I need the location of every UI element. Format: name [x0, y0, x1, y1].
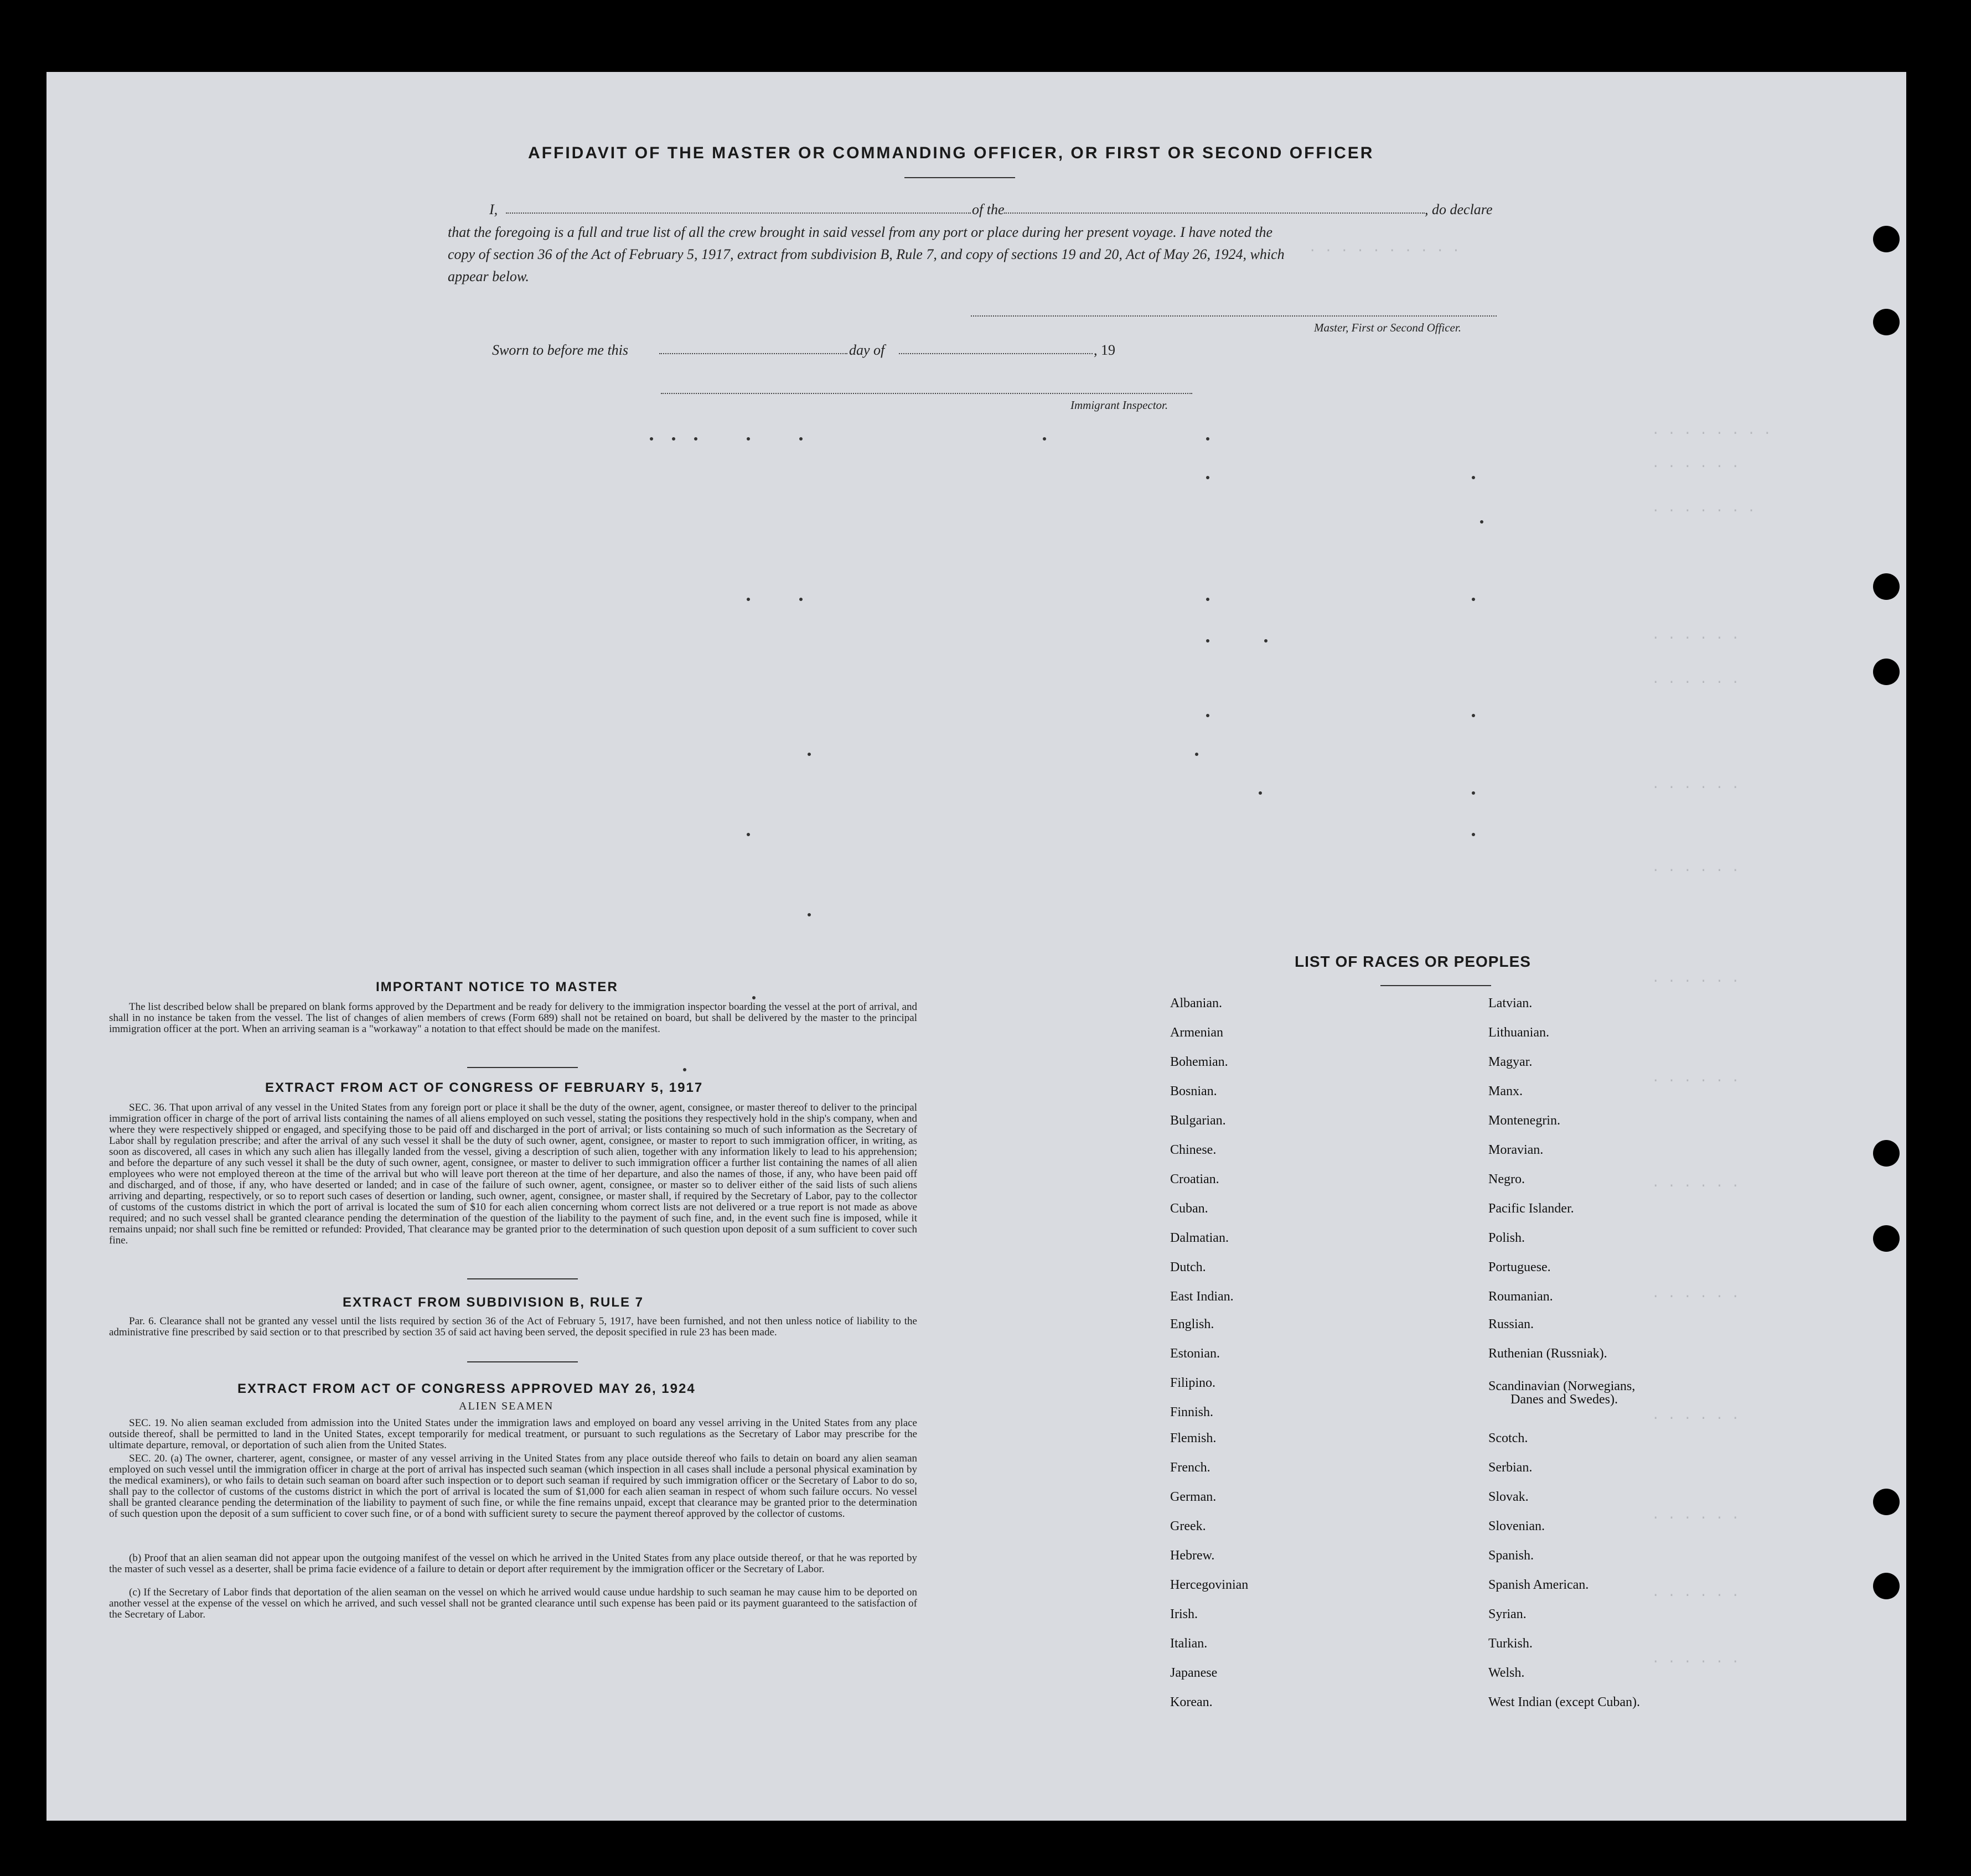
sworn-day-field[interactable]: [659, 353, 847, 354]
punch-hole: [1873, 1573, 1900, 1599]
sworn-month-field[interactable]: [899, 353, 1093, 354]
race-item: Ruthenian (Russniak).: [1488, 1346, 1607, 1361]
sworn-label: Sworn to before me this: [492, 342, 629, 358]
punch-hole: [1873, 659, 1900, 685]
race-item: Moravian.: [1488, 1143, 1544, 1157]
extract-rule7-divider: [467, 1361, 578, 1362]
race-item: Scotch.: [1488, 1431, 1528, 1445]
race-item: Turkish.: [1488, 1636, 1533, 1651]
extract-1924-subtitle: ALIEN SEAMEN: [459, 1400, 554, 1412]
race-item: Estonian.: [1170, 1346, 1220, 1361]
race-item: Bulgarian.: [1170, 1113, 1226, 1128]
race-item: Albanian.: [1170, 996, 1222, 1010]
race-item: Manx.: [1488, 1084, 1523, 1098]
punch-hole: [1873, 1489, 1900, 1515]
race-item: Italian.: [1170, 1636, 1208, 1651]
race-item: Croatian.: [1170, 1172, 1219, 1186]
race-item: Welsh.: [1488, 1666, 1525, 1680]
race-item: East Indian.: [1170, 1289, 1234, 1304]
race-item: Scandinavian (Norwegians,: [1488, 1379, 1636, 1393]
document-sheet: · · · · · · · · · · · · · · · · · · · · · · · · · · · · · · · · · · · · · · · · · · · · · · · · · · · · · · · · · · · · · · · · · · · · · · · · · · · · · · · · · · · · · · · · · · · · · · · · · · · · · · · AFFIDAVIT OF THE MASTER OR COMMANDING OFFICER, OR FIRST OR SECOND OFFICER I, of the , do declare that the foregoing is a full and true list of all the crew brought in said vessel from any port or place during her present voyage. I have noted the copy of section 36 of the Act of February 5, 1917, extract from subdivision B, Rule 7, and copy of sections 19 and 20, Act of May 26, 1924, which appear below. Master, First or Second Officer. Sworn to before me this day of , 19 Immigrant Inspector. IMPORTANT NOTICE TO MASTER The list described below shall be prepared on blank forms approved by the Department and be ready for delivery to the immigration inspector boarding the vessel at the port of arrival, and shall in no instance be taken from the vessel. The list of changes of alien members of crews (Form 689) shall not be retained on board, but shall be delivered by the master to the principal immigration officer at the port. When an arriving seaman is a "workaway" a notation to that effect should be made on the manifest. EXTRACT FROM ACT OF CONGRESS OF FEBRUARY 5, 1917 SEC. 36. That upon arrival of any vessel in the United States from any foreign port or place it shall be the duty of the owner, agent, consignee, or master thereof to deliver to the principal immigration officer in charge of the port of arrival lists containing the names of all aliens employed on such vessel, stating the positions they respectively hold in the ship's company, when and where they were respectively shipped or engaged, and specifying those to be paid off and discharged in the port of arrival; or lists containing so much of such information as the Secretary of Labor shall by regulation prescribe; and after the arrival of any such vessel it shall be the duty of such owner, agent, consignee, or master to report to such immigration officer, in writing, as soon as discovered, all cases in which any such alien has illegally landed from the vessel, giving a description of such alien, together with any information likely to lead to his apprehension; and before the departure of any such vessel it shall be the duty of such owner, agent, consignee, or master to deliver to such immigration officer a further list containing the names of all alien employees who were not employed thereon at the time of the arrival but who will leave port thereon at the time of her departure, and also the names of those, if any, who have been paid off and discharged, and of those, if any, who have deserted or landed; and in case of the failure of such owner, agent, consignee, or master so to deliver either of the said lists of such aliens arriving and departing, respectively, or so to report such cases of desertion or landing, such owner, agent, consignee, or master shall, if required by the Secretary of Labor, pay to the collector of customs of the customs district in which the port of arrival is located the sum of $10 for each alien concerning whom correct lists are not delivered or a true report is not made as above required; and no such vessel shall be granted clearance pending the determination of the question of the liability to the payment of such fine, and, in the event such fine is imposed, while it remains unpaid; nor shall such fine be remitted or refunded: Provided, That clearance may be granted prior to the determination of such question upon deposit of a sum sufficient to cover such fine. EXTRACT FROM SUBDIVISION B, RULE 7 Par. 6. Clearance shall not be granted any vessel until the lists required by section 36 of the Act of February 5, 1917, have been furnished, and not then unless notice of liability to the administrative fine prescribed by said section or to that prescribed by section 35 of said act having been served, the deposit specified in rule 23 has been made. EXTRACT FROM ACT OF CONGRESS APPROVED MAY 26, 1924 ALIEN SEAMEN SEC. 19. No alien seaman excluded from admission into the United States under the immigration laws and employed on board any vessel arriving in the United States from any place outside thereof, shall be permitted to land in the United States, except temporarily for medical treatment, or pursuant to such regulations as the Secretary of Labor may prescribe for the ultimate departure, removal, or deportation of such alien from the United States. SEC. 20. (a) The owner, charterer, agent, consignee, or master of any vessel arriving in the United States from any place outside thereof who fails to detain on board any alien seaman employed on such vessel until the immigration officer in charge at the port of arrival has inspected such seaman (which inspection in all cases shall include a personal physical examination by the medical examiners), or who fails to detain such seaman on board after such inspection or to deport such seaman if required by such immigration officer or the Secretary of Labor to do so, shall pay to the collector of customs of the customs district in which the port of arrival is located the sum of $1,000 for each alien seaman in respect of whom such failure occurs. No vessel shall be granted clearance pending the determination of the liability to payment of such fine, or while the fine remains unpaid, except that clearance may be granted prior to the determination of such question upon the deposit of a sum sufficient to cover such fine, or of a bond with sufficient surety to secure the payment thereof approved by the collector of customs. (b) Proof that an alien seaman did not appear upon the outgoing manifest of the vessel on which he arrived in the United States from any place outside thereof, or that he was reported by the master of such vessel as a deserter, shall be prima facie evidence of a failure to detain or deport after requirement by the immigration officer or the Secretary of Labor. (c) If the Secretary of Labor finds that deportation of the alien seaman on the vessel on which he arrived would cause undue hardship to such seaman he may cause him to be deported on another vessel at the expense of the vessel on which he arrived, and such vessel shall not be granted clearance until such expense has been paid or its payment guaranteed to the satisfaction of the Secretary of Labor. LIST OF RACES OR PEOPLES Albanian. Armenian Bohemian. Bosnian. Bulgarian. Chinese. Croatian. Cuban. Dalmatian. Dutch. East Indian. English. Estonian. Filipino. Finnish. Flemish. French. German. Greek. Hebrew. Hercegovinian Irish. Italian. Japanese Korean. Latvian. Lithuanian. Magyar. Manx. Montenegrin. Moravian. Negro. Pacific Islander. Polish. Portuguese. Roumanian. Russian. Ruthenian (Russniak). Scandinavian (Norwegians, Danes and Swedes). Scotch. Serbian. Slovak. Slovenian. Spanish. Spanish American. Syrian. Turkish. Welsh. West Indian (except Cuban).: [46, 72, 1906, 1821]
punch-hole: [1873, 573, 1900, 600]
races-title: LIST OF RACES OR PEOPLES: [1295, 953, 1531, 970]
race-item: Irish.: [1170, 1607, 1198, 1621]
race-item: Dutch.: [1170, 1260, 1206, 1274]
extract-1917-divider: [467, 1278, 578, 1279]
master-name-field[interactable]: [506, 213, 971, 214]
extract-1924-sec20b: (b) Proof that an alien seaman did not appear upon the outgoing manifest of the vessel on which he arrived in the United States from any place outside thereof, or that he was reported by the master of such vessel as a deserter, shall be prima facie evidence of a failure to detain or deport after requirement by the immigration officer or the Secretary of Labor.: [109, 1552, 917, 1575]
race-item: Slovak.: [1488, 1490, 1529, 1504]
race-item: Cuban.: [1170, 1201, 1208, 1216]
race-item: Korean.: [1170, 1695, 1213, 1709]
extract-1917-text: SEC. 36. That upon arrival of any vessel in the United States from any foreign port or place it shall be the duty of the owner, agent, consignee, or master thereof to deliver to the principal immigration officer in charge of the port of arrival lists containing the names of all aliens employed on such vessel, stating the positions they respectively hold in the ship's company, when and where they were respectively shipped or engaged, and specifying those to be paid off and discharged in the port of arrival; or lists containing so much of such information as the Secretary of Labor shall by regulation prescribe; and after the arrival of any such vessel it shall be the duty of such owner, agent, consignee, or master to report to such immigration officer, in writing, as soon as discovered, all cases in which any such alien has illegally landed from the vessel, giving a description of such alien, together with any information likely to lead to his apprehension; and before the departure of any such vessel it shall be the duty of such owner, agent, consignee, or master to deliver to such immigration officer a further list containing the names of all alien employees who were not employed thereon at the time of the arrival but who will leave port thereon at the time of her departure, and also the names of those, if any, who have been paid off and discharged, and of those, if any, who have deserted or landed; and in case of the failure of such owner, agent, consignee, or master so to deliver either of the said lists of such aliens arriving and departing, respectively, or so to report such cases of desertion or landing, such owner, agent, consignee, or master shall, if required by the Secretary of Labor, pay to the collector of customs of the customs district in which the port of arrival is located the sum of $10 for each alien concerning whom correct lists are not delivered or a true report is not made as above required; and no such vessel shall be granted clearance pending the determination of the question of the liability to the payment of such fine, and, in the event such fine is imposed, while it remains unpaid; nor shall such fine be remitted or refunded: Provided, That clearance may be granted prior to the determination of such question upon deposit of a sum sufficient to cover such fine.: [109, 1102, 917, 1246]
race-item: English.: [1170, 1317, 1214, 1331]
title-divider: [904, 177, 1015, 178]
race-item: German.: [1170, 1490, 1217, 1504]
race-item: French.: [1170, 1460, 1210, 1475]
race-item: West Indian (except Cuban).: [1488, 1695, 1640, 1709]
affidavit-body-line1: that the foregoing is a full and true list of all the crew brought in said vessel from any port or place during her present voyage. I have noted the: [448, 224, 1272, 240]
race-item: Pacific Islander.: [1488, 1201, 1574, 1216]
extract-rule7-text: Par. 6. Clearance shall not be granted any vessel until the lists required by section 36 of the Act of February 5, 1917, have been furnished, and not then unless notice of liability to the administrative fine prescribed by said section or to that prescribed by section 35 of said act having been served, the deposit specified in rule 23 has been made.: [109, 1315, 917, 1338]
notice-divider: [467, 1067, 578, 1068]
race-item: Latvian.: [1488, 996, 1533, 1010]
race-item: Roumanian.: [1488, 1289, 1553, 1304]
vessel-name-field[interactable]: [1004, 213, 1425, 214]
race-item: Slovenian.: [1488, 1519, 1545, 1533]
race-item: Syrian.: [1488, 1607, 1527, 1621]
race-item: Magyar.: [1488, 1055, 1533, 1069]
extract-1917-title: EXTRACT FROM ACT OF CONGRESS OF FEBRUARY 5, 1917: [265, 1080, 703, 1095]
punch-hole: [1873, 1225, 1900, 1252]
race-item: Lithuanian.: [1488, 1025, 1549, 1040]
race-item: Bohemian.: [1170, 1055, 1228, 1069]
master-signature-field[interactable]: [971, 315, 1497, 317]
race-item: Portuguese.: [1488, 1260, 1551, 1274]
race-item: Spanish American.: [1488, 1578, 1589, 1592]
race-item: Hebrew.: [1170, 1548, 1215, 1563]
affidavit-i-label: I,: [489, 201, 498, 217]
race-item: Serbian.: [1488, 1460, 1533, 1475]
race-item: Negro.: [1488, 1172, 1525, 1186]
race-item: Bosnian.: [1170, 1084, 1217, 1098]
extract-rule7-title: EXTRACT FROM SUBDIVISION B, RULE 7: [343, 1295, 644, 1310]
affidavit-body-line3: appear below.: [448, 268, 529, 284]
extract-1924-sec20a: SEC. 20. (a) The owner, charterer, agent, consignee, or master of any vessel arriving in the United States from any place outside thereof who fails to detain on board any alien seaman employed on such vessel until the immigration officer in charge at the port of arrival has inspected such seaman (which inspection in all cases shall include a personal physical examination by the medical examiners), or who fails to detain such seaman on board after such inspection or to deport such seaman if required by such immigration officer or the Secretary of Labor to do so, shall pay to the collector of customs of the customs district in which the port of arrival is located the sum of $1,000 for each alien seaman in respect of whom such failure occurs. No vessel shall be granted clearance pending the determination of the liability to payment of such fine, or while the fine remains unpaid, except that clearance may be granted prior to the determination of such question upon the deposit of a sum sufficient to cover such fine, or of a bond with sufficient surety to secure the payment thereof approved by the collector of customs.: [109, 1453, 917, 1520]
punch-hole: [1873, 226, 1900, 252]
race-item: Japanese: [1170, 1666, 1218, 1680]
races-divider: [1380, 985, 1491, 986]
signature-caption: Master, First or Second Officer.: [1314, 321, 1461, 334]
inspector-signature-field[interactable]: [661, 393, 1192, 394]
race-item: Polish.: [1488, 1231, 1525, 1245]
race-item: Flemish.: [1170, 1431, 1217, 1445]
inspector-caption: Immigrant Inspector.: [1070, 398, 1168, 412]
extract-1924-sec19: SEC. 19. No alien seaman excluded from admission into the United States under the immigration laws and employed on board any vessel arriving in the United States from any place outside thereof, shall be permitted to land in the United States, except temporarily for medical treatment, or pursuant to such regulations as the Secretary of Labor may prescribe for the ultimate departure, removal, or deportation of such alien from the United States.: [109, 1417, 917, 1451]
punch-hole: [1873, 1140, 1900, 1167]
race-item: Danes and Swedes).: [1510, 1392, 1618, 1407]
extract-1924-sec20c: (c) If the Secretary of Labor finds that deportation of the alien seaman on the vessel on which he arrived would cause undue hardship to such seaman he may cause him to be deported on another vessel at the expense of the vessel on which he arrived, and such vessel shall not be granted clearance until such expense has been paid or its payment guaranteed to the satisfaction of the Secretary of Labor.: [109, 1587, 917, 1620]
affidavit-body-line2: copy of section 36 of the Act of February 5, 1917, extract from subdivision B, Rule 7, and copy of sections 19 and 20, Act of May 26, 1924, which: [448, 246, 1285, 262]
day-of-label: day of: [849, 342, 885, 358]
race-item: Montenegrin.: [1488, 1113, 1560, 1128]
affidavit-of-the-label: of the: [972, 201, 1005, 217]
race-item: Hercegovinian: [1170, 1578, 1249, 1592]
race-item: Spanish.: [1488, 1548, 1534, 1563]
race-item: Armenian: [1170, 1025, 1223, 1040]
race-item: Russian.: [1488, 1317, 1534, 1331]
affidavit-title: AFFIDAVIT OF THE MASTER OR COMMANDING OFFICER, OR FIRST OR SECOND OFFICER: [528, 144, 1374, 162]
affidavit-do-declare: , do declare: [1425, 201, 1493, 217]
race-item: Dalmatian.: [1170, 1231, 1229, 1245]
extract-1924-title: EXTRACT FROM ACT OF CONGRESS APPROVED MAY 26, 1924: [237, 1381, 696, 1396]
punch-hole: [1873, 309, 1900, 335]
race-item: Finnish.: [1170, 1405, 1214, 1419]
notice-text: The list described below shall be prepared on blank forms approved by the Department and be ready for delivery to the immigration inspector boarding the vessel at the port of arrival, and shall in no instance be taken from the vessel. The list of changes of alien members of crews (Form 689) shall not be retained on board, but shall be delivered by the master to the principal immigration officer at the port. When an arriving seaman is a "workaway" a notation to that effect should be made on the manifest.: [109, 1001, 917, 1035]
race-item: Chinese.: [1170, 1143, 1217, 1157]
notice-title: IMPORTANT NOTICE TO MASTER: [376, 980, 618, 994]
year-prefix: , 19: [1094, 342, 1115, 358]
race-item: Greek.: [1170, 1519, 1206, 1533]
race-item: Filipino.: [1170, 1376, 1216, 1390]
